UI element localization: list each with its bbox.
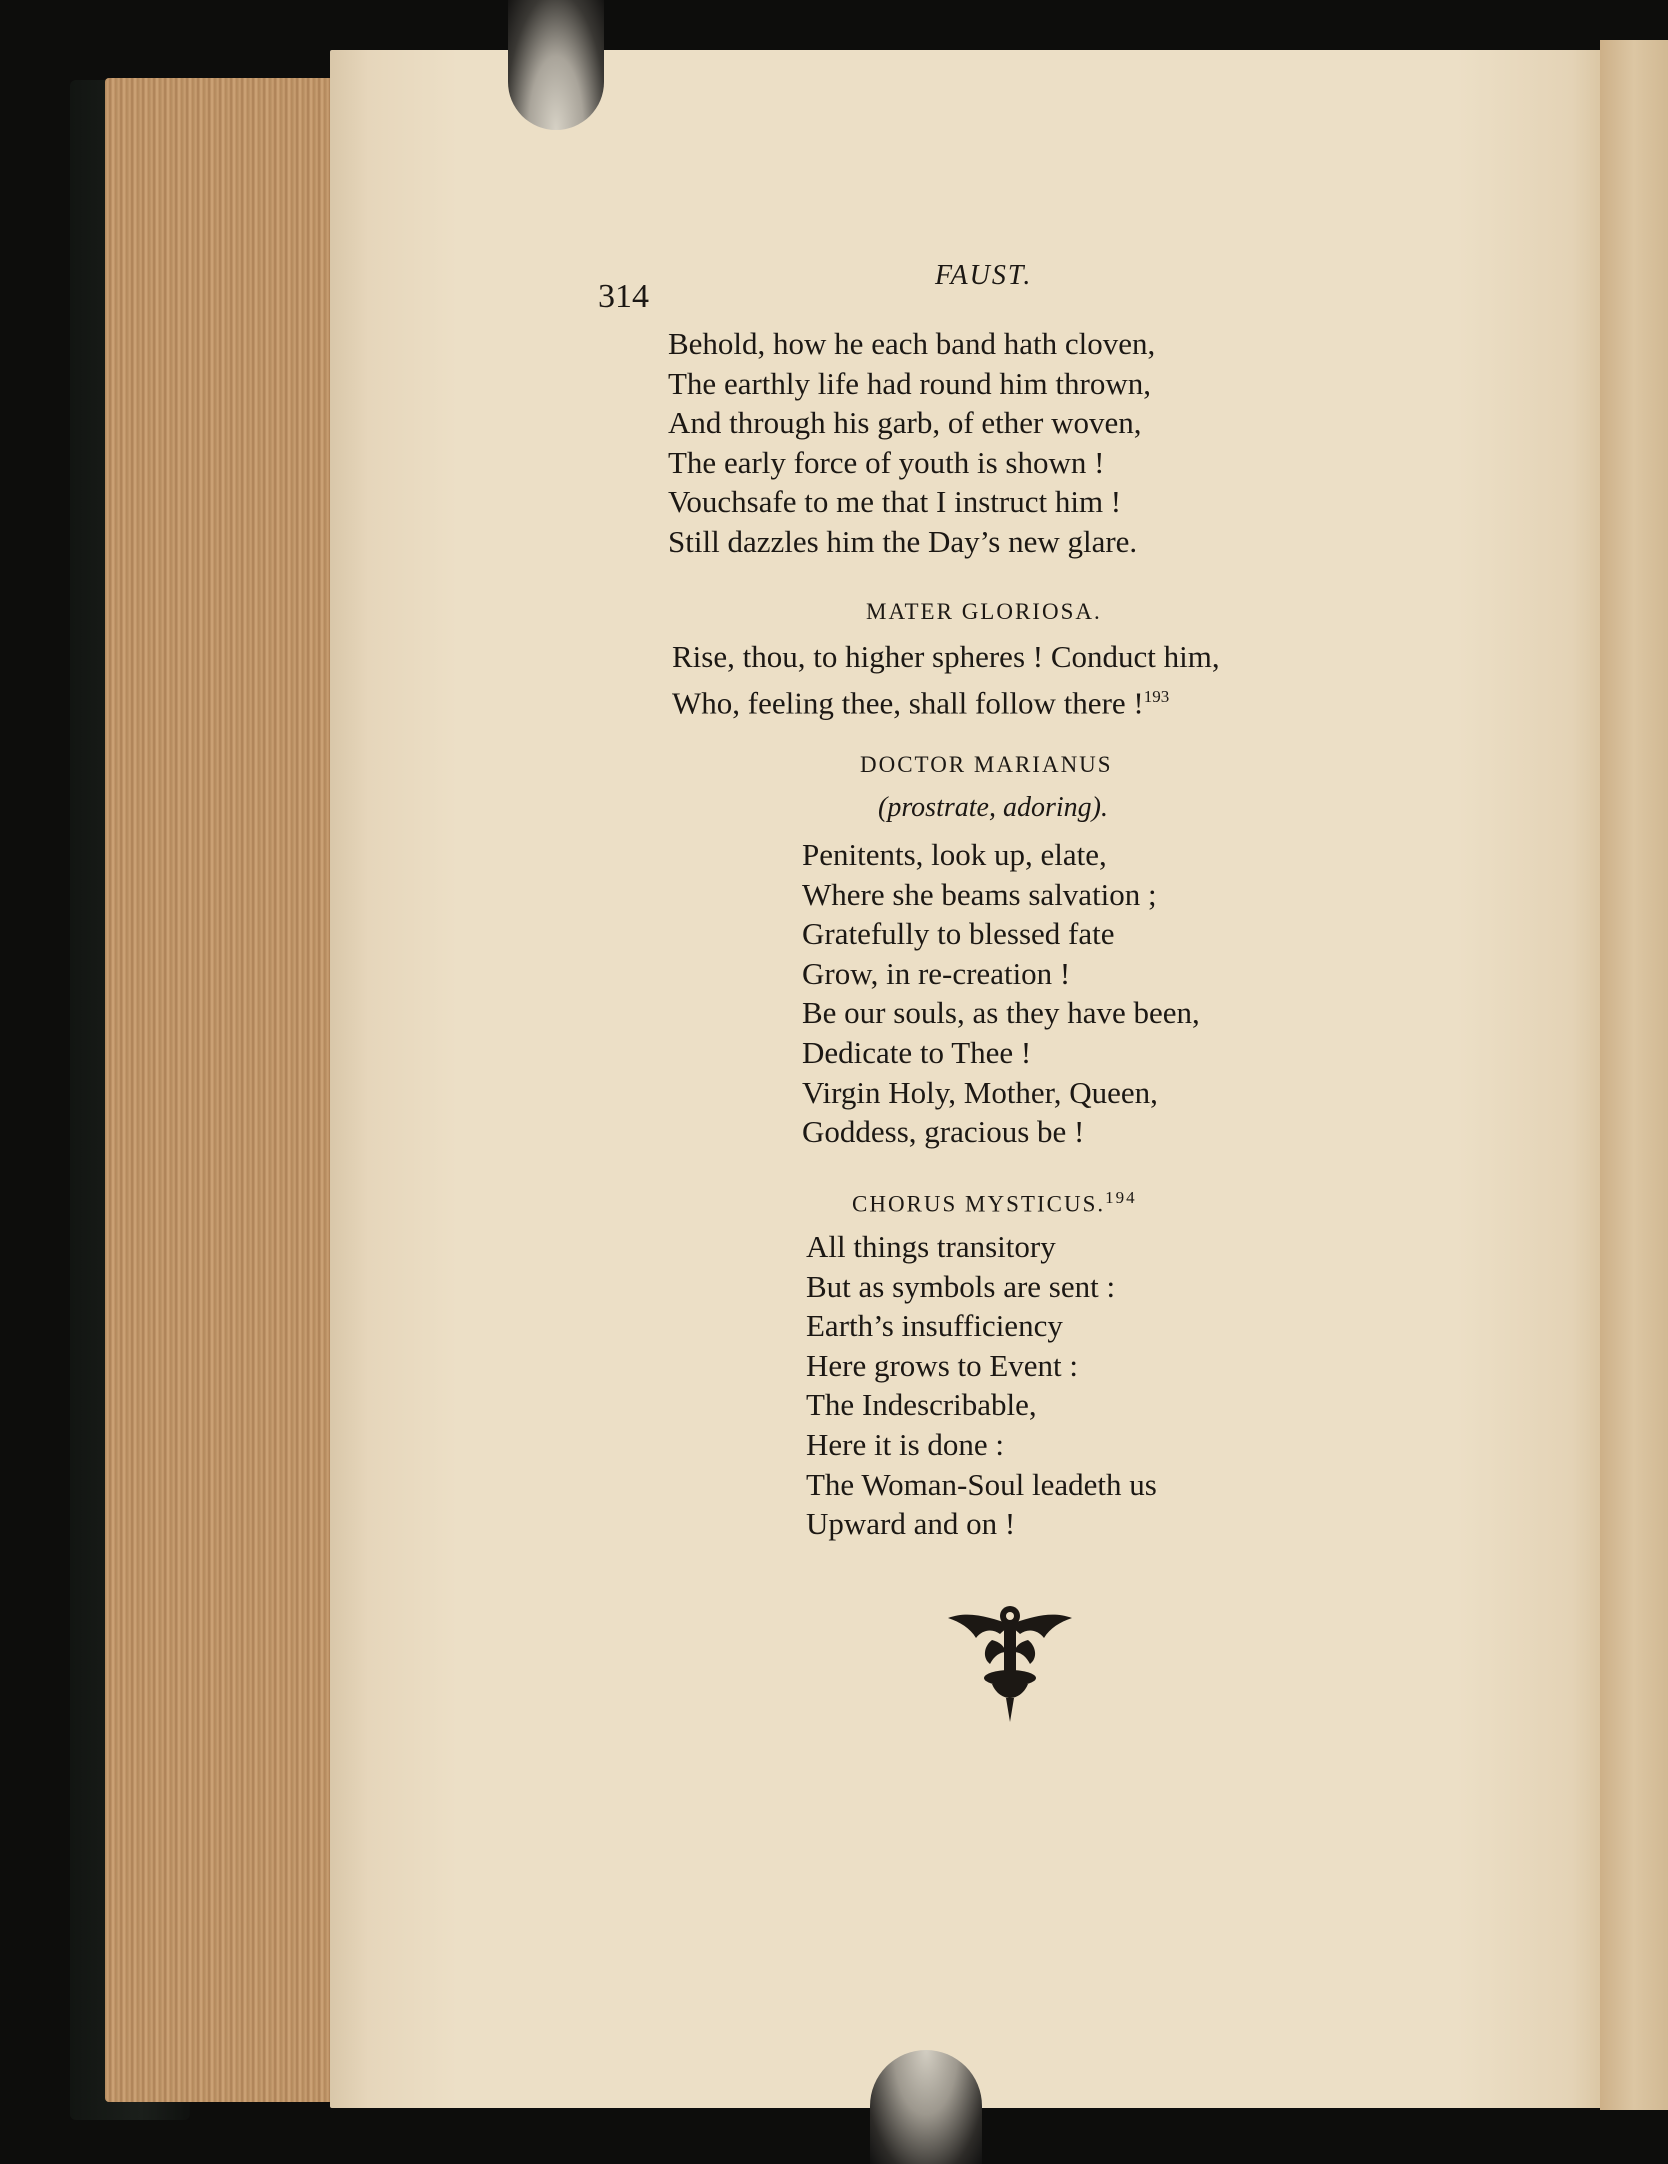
verse-line: But as symbols are sent :	[806, 1268, 1116, 1304]
page-number: 314	[598, 278, 649, 315]
fleuron-ornament-icon	[930, 1598, 1090, 1723]
stanza-1	[668, 324, 1155, 562]
verse-line: Virgin Holy, Mother, Queen,	[802, 1074, 1158, 1110]
bookmark-clip-top	[508, 0, 604, 130]
verse-line: The Woman-Soul leadeth us	[806, 1466, 1157, 1502]
mater-gloriosa-verse	[672, 637, 1220, 723]
verse-line: All things transitory	[806, 1229, 1056, 1264]
verse-line: And through his garb, of ether woven,	[668, 405, 1142, 441]
verse-line: Earth’s insufficiency	[806, 1308, 1063, 1344]
verse-line: Here grows to Event :	[806, 1347, 1079, 1383]
verse-line: The Indescribable,	[806, 1387, 1037, 1423]
chorus-mysticus-verse	[806, 1227, 1157, 1544]
verse-line: Gratefully to blessed fate	[802, 916, 1115, 952]
verse-line: Be our souls, as they have been,	[802, 995, 1200, 1031]
speaker-doctor-marianus: DOCTOR MARIANUS	[860, 752, 1113, 777]
footnote-marker: 194	[1105, 1188, 1137, 1207]
verse-line: Vouchsafe to me that I instruct him !	[668, 484, 1122, 520]
speaker-label: CHORUS MYSTICUS.	[852, 1191, 1106, 1217]
bookmark-clip-bottom	[870, 2050, 982, 2164]
page-edges	[105, 78, 345, 2102]
verse-line-text: Who, feeling thee, shall follow there !	[672, 684, 1144, 720]
verse-line: Still dazzles him the Day’s new glare.	[668, 523, 1138, 559]
verse-line	[672, 677, 1220, 723]
verse-line: Grow, in re-creation !	[802, 955, 1071, 991]
adjacent-page-edge	[1600, 40, 1668, 2110]
verse-line: Penitents, look up, elate,	[802, 837, 1107, 872]
speaker-chorus-mysticus	[852, 1188, 1137, 1218]
verse-line: Here it is done :	[806, 1426, 1005, 1462]
verse-line: Rise, thou, to higher spheres ! Conduct him,	[672, 639, 1220, 674]
doctor-marianus-verse	[802, 835, 1200, 1152]
running-head: FAUST.	[935, 260, 1033, 291]
stage-direction: (prostrate, adoring).	[878, 792, 1108, 823]
speaker-mater-gloriosa: MATER GLORIOSA.	[866, 599, 1102, 624]
verse-line: Goddess, gracious be !	[802, 1114, 1085, 1150]
verse-line: The early force of youth is shown !	[668, 444, 1105, 480]
verse-line: Upward and on !	[806, 1506, 1016, 1542]
verse-line: Behold, how he each band hath cloven,	[668, 326, 1156, 361]
verse-line: Dedicate to Thee !	[802, 1034, 1032, 1070]
footnote-marker: 193	[1143, 686, 1170, 706]
verse-line: Where she beams salvation ;	[802, 876, 1157, 912]
verse-line: The earthly life had round him thrown,	[668, 365, 1151, 401]
